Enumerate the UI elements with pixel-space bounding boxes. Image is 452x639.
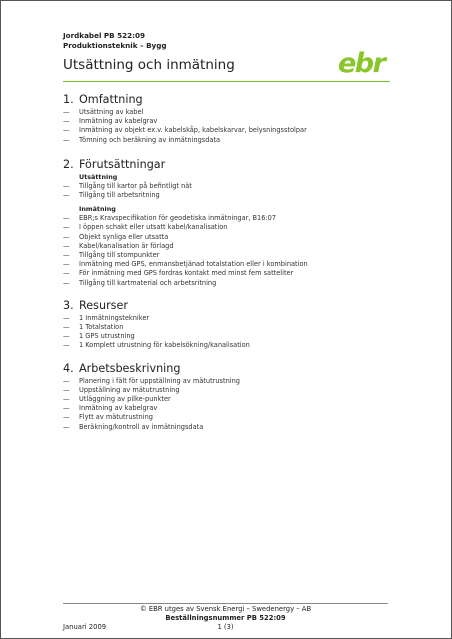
section-number: 4. [63, 361, 74, 375]
list-item: — Tömning och beräkning av inmätningsdata [63, 136, 393, 145]
section-number: 3. [63, 298, 74, 312]
list-item: — Inmätning av objekt ex.v. kabelskåp, kabelskarvar, belysningsstolpar [63, 126, 393, 135]
list-item: — Tillgång till kartmaterial och arbetsritning [63, 279, 393, 288]
list-item: — 1 GPS utrustning [63, 332, 393, 341]
section-title: Omfattning [79, 93, 143, 106]
section-forutsattningar [63, 158, 393, 288]
footer [63, 605, 388, 623]
section-title: Förutsättningar [79, 157, 166, 171]
list-item: — Inmätning av kabelgrav [63, 404, 393, 413]
document-header [63, 31, 167, 51]
list-item: — Objekt synliga eller utsatta [63, 233, 393, 242]
list-item: — 1 Komplett utrustning för kabelsökning/kanalisation [63, 341, 393, 350]
section-heading [63, 158, 393, 172]
section-title: Arbetsbeskrivning [79, 361, 181, 375]
subsection-title: Inmätning [79, 205, 116, 214]
section-omfattning [63, 93, 393, 145]
list-item: — Inmätning av kabelgrav [63, 117, 393, 126]
footer-divider [63, 603, 388, 604]
header-doc-id: Jordkabel PB 522:09 [63, 31, 146, 40]
footer-publisher: © EBR utges av Svensk Energi – Swedenergy – AB [139, 605, 312, 613]
list-item: — Inmätning med GPS, enmansbetjänad totalstation eller i kombination [63, 260, 393, 269]
section-list [63, 182, 393, 200]
list-item: — 1 Inmätningstekniker [63, 314, 393, 323]
footer-page-number: 1 (3) [217, 623, 234, 631]
document-title: Utsättning och inmätning [63, 57, 235, 73]
subsection-title: Utsättning [79, 172, 118, 181]
section-resurser [63, 299, 393, 351]
section-heading [63, 93, 393, 107]
list-item: — Tillgång till arbetsritning [63, 191, 393, 200]
list-item: — Tillgång till stompunkter [63, 251, 393, 260]
ebr-logo-text: ebr [338, 48, 385, 79]
section-heading [63, 362, 393, 376]
section-list [63, 314, 393, 351]
list-item: — För inmätning med GPS fordras kontakt med minst fem satteliter [63, 269, 393, 278]
list-item: — 1 Totalstation [63, 323, 393, 332]
document-body [63, 93, 393, 432]
section-number: 1. [63, 93, 74, 106]
list-item: — Kabel/kanalisation är förlagd [63, 242, 393, 251]
ebr-logo [338, 49, 390, 79]
list-item: — Flytt av mätutrustning [63, 413, 393, 422]
list-item: — Utsättning av kabel [63, 108, 393, 117]
list-item: — Beräkning/kontroll av inmätningsdata [63, 423, 393, 432]
list-item: — EBR;s Kravspecifikation för geodetiska inmätningar, B16:07 [63, 214, 393, 223]
section-heading [63, 299, 393, 313]
section-arbetsbeskrivning [63, 362, 393, 432]
footer-order-number: Beställningsnummer PB 522:09 [165, 614, 286, 622]
section-list [63, 108, 393, 145]
list-item: — Utläggning av pilke-punkter [63, 395, 393, 404]
section-list [63, 214, 393, 288]
list-item: — Tillgång till kartor på befintligt nät [63, 182, 393, 191]
list-item: — I öppen schakt eller utsatt kabel/kanalisation [63, 223, 393, 232]
title-underline [63, 81, 390, 82]
header-department: Produktionsteknik – Bygg [63, 41, 167, 50]
list-item: — Uppställning av mätutrustning [63, 386, 393, 395]
section-title: Resurser [79, 298, 128, 312]
section-number: 2. [63, 157, 74, 171]
list-item: — Planering i fält för uppställning av mätutrustning [63, 377, 393, 386]
section-list [63, 377, 393, 432]
footer-date: Januari 2009 [63, 623, 107, 631]
